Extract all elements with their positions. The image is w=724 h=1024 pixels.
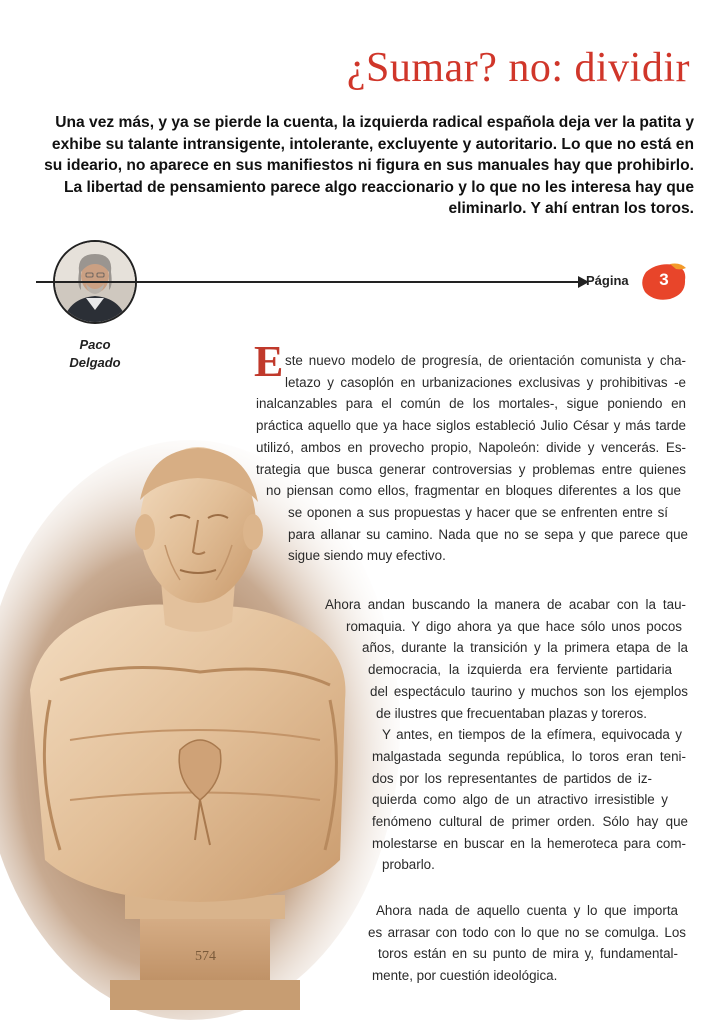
article-paragraph-1	[0, 350, 688, 567]
text-line: Y antes, en tiempos de la efímera, equivocada y	[382, 727, 682, 743]
author-first-name: Paco	[79, 337, 111, 352]
text-line: trategia que busca generar controversias y problemas entre quienes	[256, 461, 686, 477]
article-paragraph-3	[0, 900, 686, 987]
text-line: democracia, la izquierda era ferviente partidaria	[368, 662, 672, 678]
page-number: 3	[659, 270, 669, 289]
text-line: fenómeno cultural de primer orden. Sólo hay que	[372, 814, 688, 830]
text-line: de ilustres que frecuentaban plazas y toreros.	[376, 705, 647, 721]
text-line: para allanar su camino. Nada que no se sepa y que parece que	[288, 526, 688, 542]
text-line: utilizó, ambos en provecho propio, Napoleón: divide y vencerás. Es-	[256, 439, 686, 455]
article-lead: Una vez más, y ya se pierde la cuenta, la izquierda radical española deja ver la patita y exhibe su talante intransigente, intolerante, excluyente y autoritario. Lo que no está en su ideario, no aparece en sus manifiestos ni figura en sus manuales hay que prohibirlo. La libertad de pensamiento parece algo reaccionario y lo que no les interesa hay que eliminarlo. Y ahí entran los toros.	[44, 114, 694, 217]
text-line: años, durante la transición y la primera etapa de la	[362, 640, 688, 656]
text-line: romaquia. Y digo ahora ya que hace sólo unos pocos	[346, 618, 682, 634]
section-rule	[36, 281, 581, 283]
text-line: molestarse en buscar en la hemeroteca para com-	[372, 835, 686, 851]
article-title: ¿Sumar? no: dividir	[346, 45, 690, 91]
text-line: ste nuevo modelo de progresía, de orientación comunista y cha-	[285, 353, 686, 368]
svg-text:574: 574	[195, 949, 216, 964]
text-line: quierda como algo de un atractivo irresistible y	[372, 792, 668, 808]
page-label: Página	[586, 273, 629, 288]
text-line: Ahora andan buscando la manera de acabar con la tau-	[325, 597, 686, 612]
text-line: malgastada segunda república, lo toros eran teni-	[372, 748, 686, 764]
text-line: inalcanzables para el común de los mortales-, sigue poniendo en	[256, 396, 686, 412]
text-line: práctica aquello que ya hace siglos estableció Julio César y más tarde	[256, 418, 686, 434]
text-line: se oponen a sus propuestas y hacer que se enfrenten entre sí	[288, 504, 668, 520]
text-line: del espectáculo taurino y muchos son los ejemplos	[370, 683, 688, 699]
text-line: sigue siendo muy efectivo.	[288, 548, 446, 564]
text-line: Ahora nada de aquello cuenta y lo que importa	[376, 903, 678, 918]
text-line: letazo y casoplón en urbanizaciones exclusivas y prohibitivas -e	[285, 374, 686, 390]
author-last-name: Delgado	[69, 355, 121, 370]
text-line: toros están en su punto de mira y, fundamental-	[378, 946, 678, 962]
text-line: no piensan como ellos, fragmentar en bloques diferentes a los que	[266, 483, 681, 499]
text-line: probarlo.	[382, 857, 435, 873]
text-line: mente, por cuestión ideológica.	[372, 968, 558, 984]
text-line: es arrasar con todo con lo que no se comulga. Los	[368, 924, 686, 940]
text-line: dos por los representantes de partidos de iz-	[372, 770, 652, 786]
drop-cap: E	[254, 337, 284, 386]
article-paragraph-2	[0, 594, 688, 876]
